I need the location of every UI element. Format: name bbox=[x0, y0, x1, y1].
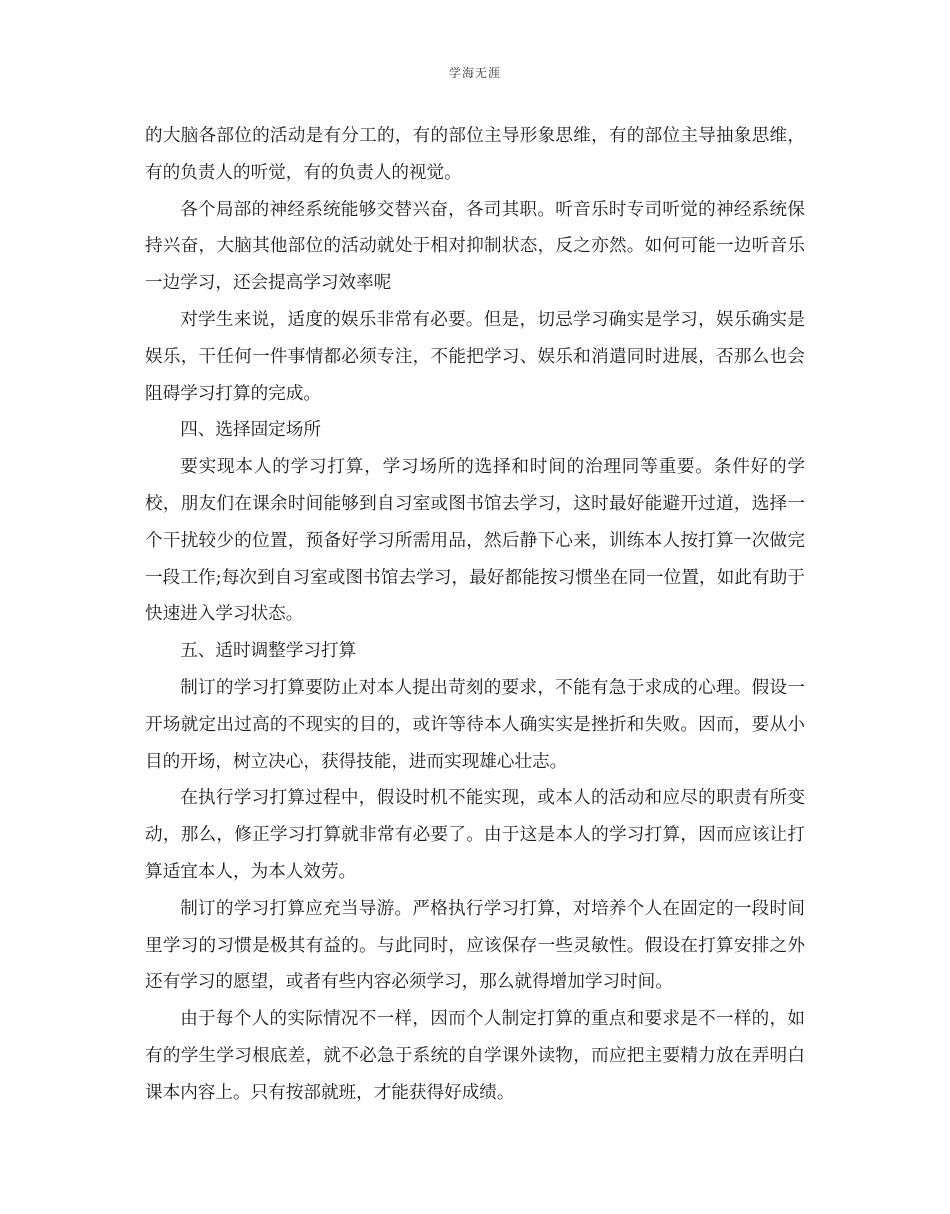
paragraph-1: 的大脑各部位的活动是有分工的，有的部位主导形象思维，有的部位主导抽象思维，有的负责人的听觉，有的负责人的视觉。 bbox=[145, 126, 805, 183]
paragraph-7: 制订的学习打算要防止对本人提出苛刻的要求，不能有急于求成的心理。假设一开场就定出过高的不现实的目的，或许等待本人确实实是挫折和失败。因而，要从小目的开场，树立决心，获得技能，进而实现雄心壮志。 bbox=[145, 677, 805, 772]
section-heading-5: 五、适时调整学习打算 bbox=[180, 641, 357, 662]
paragraph-2: 各个局部的神经系统能够交替兴奋，各司其职。听音乐时专司听觉的神经系统保持兴奋，大脑其他部位的活动就处于相对抑制状态，反之亦然。如何可能一边听音乐一边学习，还会提高学习效率呢 bbox=[145, 199, 805, 294]
paragraph-3: 对学生来说，适度的娱乐非常有必要。但是，切忌学习确实是学习，娱乐确实是娱乐，干任何一件事情都必须专注，不能把学习、娱乐和消遣同时进展，否那么也会阻碍学习打算的完成。 bbox=[145, 309, 805, 404]
paragraph-9: 制订的学习打算应充当导游。严格执行学习打算，对培养个人在固定的一段时间里学习的习惯是极其有益的。与此同时，应该保存一些灵敏性。假设在打算安排之外还有学习的愿望，或者有些内容必须学习，那么就得增加学习时间。 bbox=[145, 898, 805, 993]
page-header: 学海无涯 bbox=[448, 66, 501, 80]
paragraph-5: 要实现本人的学习打算，学习场所的选择和时间的治理同等重要。条件好的学校，朋友们在课余时间能够到自习室或图书馆去学习，这时最好能避开过道，选择一个干扰较少的位置，预备好学习所需用品，然后静下心来，训练本人按打算一次做完一段工作;每次到自习室或图书馆去学习，最好都能按习惯坐在同一位置，如此有助于快速进入学习状态。 bbox=[145, 457, 805, 625]
paragraph-10: 由于每个人的实际情况不一样，因而个人制定打算的重点和要求是不一样的，如有的学生学习根底差，就不必急于系统的自学课外读物，而应把主要精力放在弄明白课本内容上。只有按部就班，才能获得好成绩。 bbox=[145, 1009, 805, 1103]
document-body bbox=[145, 118, 805, 1112]
paragraph-8: 在执行学习打算过程中，假设时机不能实现，或本人的活动和应尽的职责有所变动，那么，修正学习打算就非常有必要了。由于这是本人的学习打算，因而应该让打算适宜本人，为本人效劳。 bbox=[145, 788, 805, 882]
section-heading-4: 四、选择固定场所 bbox=[180, 420, 321, 441]
